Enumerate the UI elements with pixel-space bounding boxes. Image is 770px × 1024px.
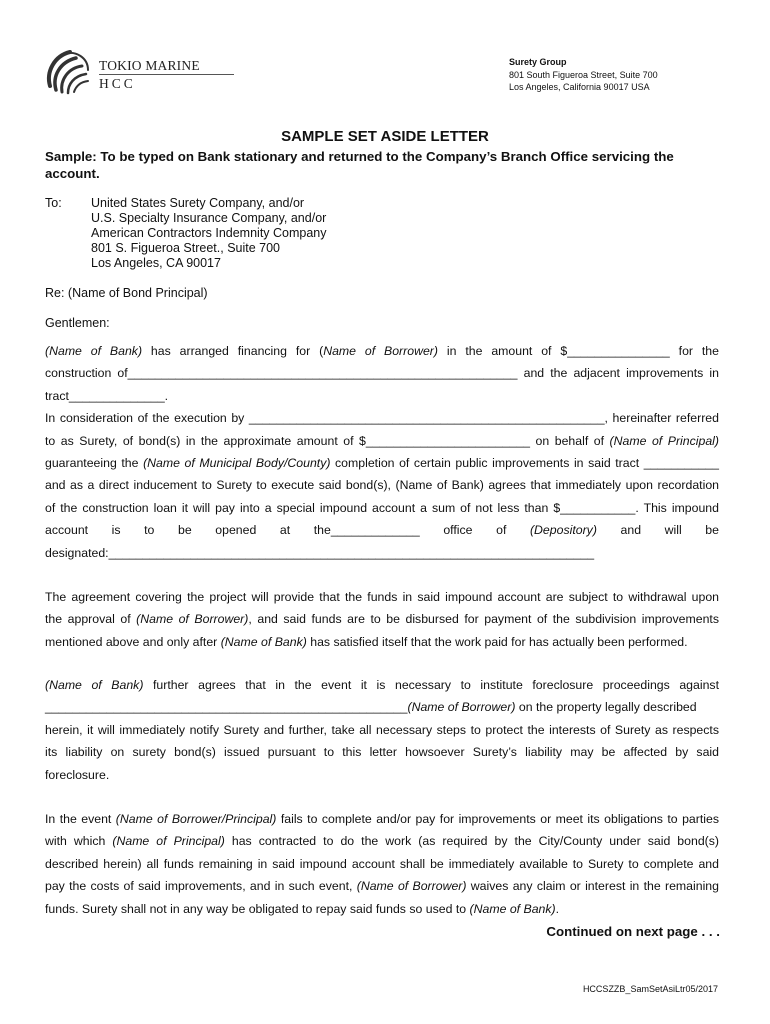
text-run: in the amount of $_______________ for the	[438, 344, 719, 358]
placeholder-bank: (Name of Bank)	[469, 901, 556, 916]
text-run: , and said funds are to be disbursed for payment of the subdivision improvements	[248, 612, 719, 627]
paragraph-line: herein, it will immediately notify Surety and further, take all necessary steps to protect the interests of Surety as respects	[45, 722, 719, 737]
placeholder-principal: (Name of Principal)	[112, 834, 225, 849]
text-run: _____________________________________________________	[45, 700, 408, 715]
paragraph-line	[45, 430, 719, 452]
company-logo	[42, 46, 202, 98]
placeholder-borrower: Name of Borrower)	[323, 344, 438, 358]
paragraph-line: The agreement covering the project will provide that the funds in said impound account are subject to withdrawal upon	[45, 590, 719, 604]
placeholder-borrower: (Name of Borrower)	[407, 700, 516, 715]
address-city: Los Angeles, California 90017 USA	[509, 82, 650, 92]
text-run: mentioned above and only after	[45, 634, 221, 649]
paragraph-line: construction of_________________________________________________________ and the adjacent improvements in	[45, 366, 719, 381]
paragraph-default	[45, 808, 719, 920]
text-run: fails to complete and/or pay for improvements or meet its obligations to parties	[276, 812, 720, 826]
recipient-line: United States Surety Company, and/or	[91, 196, 305, 210]
text-run: to as Surety, of bond(s) in the approximate amount of $________________________ on behalf of	[45, 433, 610, 448]
placeholder-borrower: (Name of Borrower)	[356, 879, 467, 894]
paragraph-line	[45, 452, 719, 474]
text-run: completion of certain public improvements in said tract ___________	[330, 456, 719, 471]
placeholder-bank: (Name of Bank)	[45, 678, 144, 692]
tokio-marine-swirl-icon	[42, 46, 94, 98]
text-run: has contracted to do the work (as required by the City/County under said bond(s)	[224, 834, 720, 849]
paragraph-line: designated:_______________________________________________________________________	[45, 545, 595, 560]
text-run: funds. Surety shall not in any way be obligated to repay said funds so used to	[45, 901, 470, 916]
paragraph-line: foreclosure.	[45, 767, 110, 782]
paragraph-line	[45, 875, 719, 897]
text-run: has arranged financing for (	[142, 344, 324, 358]
text-run: .	[555, 901, 560, 916]
brand-subname: HCC	[99, 76, 136, 91]
paragraph-line	[45, 519, 719, 541]
text-run: and will be	[596, 523, 719, 538]
placeholder-borrower-principal: (Name of Borrower/Principal)	[115, 812, 277, 826]
text-run: account is to be opened at the_____________ office of	[45, 523, 530, 538]
paragraph-line	[45, 808, 719, 830]
text-run: waives any claim or interest in the remaining	[466, 879, 719, 894]
greeting: Gentlemen:	[45, 316, 110, 330]
paragraph-line	[45, 608, 719, 630]
text-run: guaranteeing the	[45, 456, 144, 471]
recipient-line: Los Angeles, CA 90017	[91, 256, 221, 270]
form-code: HCCSZZB_SamSetAsiLtr05/2017	[582, 984, 718, 994]
brand-divider	[99, 74, 234, 75]
placeholder-bank: (Name of Bank)	[45, 344, 143, 358]
paragraph-agreement	[45, 586, 719, 653]
address-street: 801 South Figueroa Street, Suite 700	[509, 69, 658, 80]
placeholder-depository: (Depository)	[529, 523, 597, 538]
text-run: on the property legally described	[515, 700, 697, 715]
company-address	[509, 56, 658, 94]
text-run: further agrees that in the event it is necessary to institute foreclosure proceedings against	[143, 678, 719, 692]
paragraph-line	[45, 696, 719, 718]
text-run: has satisfied itself that the work paid for has actually been performed.	[306, 634, 688, 649]
recipient-block	[91, 196, 327, 271]
continued-note: Continued on next page . . .	[546, 924, 720, 939]
paragraph-line: In consideration of the execution by ____________________________________________________, hereinafter referred	[45, 411, 719, 426]
text-run: the approval of	[45, 612, 137, 627]
recipient-line: 801 S. Figueroa Street., Suite 700	[91, 241, 281, 255]
placeholder-municipal-body: (Name of Municipal Body/County)	[143, 456, 331, 471]
text-run: In the event	[45, 812, 116, 826]
paragraph-financing	[45, 340, 719, 564]
letter-subtitle: Sample: To be typed on Bank stationary and returned to the Company’s Branch Office servicing the account.	[45, 149, 674, 181]
address-group: Surety Group	[509, 57, 567, 67]
paragraph-line	[45, 830, 719, 852]
placeholder-principal: (Name of Principal)	[609, 433, 719, 448]
paragraph-line	[45, 674, 719, 696]
paragraph-line	[45, 898, 719, 920]
paragraph-line	[45, 340, 719, 362]
text-run: with which	[45, 834, 113, 849]
recipient-line: American Contractors Indemnity Company	[91, 226, 327, 240]
paragraph-line: and as a direct inducement to Surety to execute said bond(s), (Name of Bank) agrees that immediately upon recordation	[45, 478, 719, 493]
paragraph-line: its liability on surety bond(s) issued pursuant to this letter howsoever Surety’s liability may be affected by said	[45, 745, 719, 760]
paragraph-line: described herein) all funds remaining in said impound account shall be immediately available to Surety to complete and	[45, 856, 719, 871]
paragraph-line: tract______________.	[45, 388, 169, 403]
placeholder-borrower: (Name of Borrower)	[136, 612, 249, 627]
re-line: Re: (Name of Bond Principal)	[45, 286, 208, 300]
text-run: pay the costs of said improvements, and in such event,	[45, 879, 357, 894]
recipient-line: U.S. Specialty Insurance Company, and/or	[91, 211, 327, 225]
letter-title: SAMPLE SET ASIDE LETTER	[281, 128, 489, 145]
brand-name: TOKIO MARINE	[99, 58, 200, 73]
paragraph-line	[45, 631, 719, 653]
placeholder-bank: (Name of Bank)	[220, 634, 307, 649]
paragraph-foreclosure	[45, 674, 719, 786]
to-label: To:	[45, 196, 62, 210]
paragraph-line: of the construction loan it will pay into a special impound account a sum of not less than $___________. This impound	[45, 500, 719, 515]
